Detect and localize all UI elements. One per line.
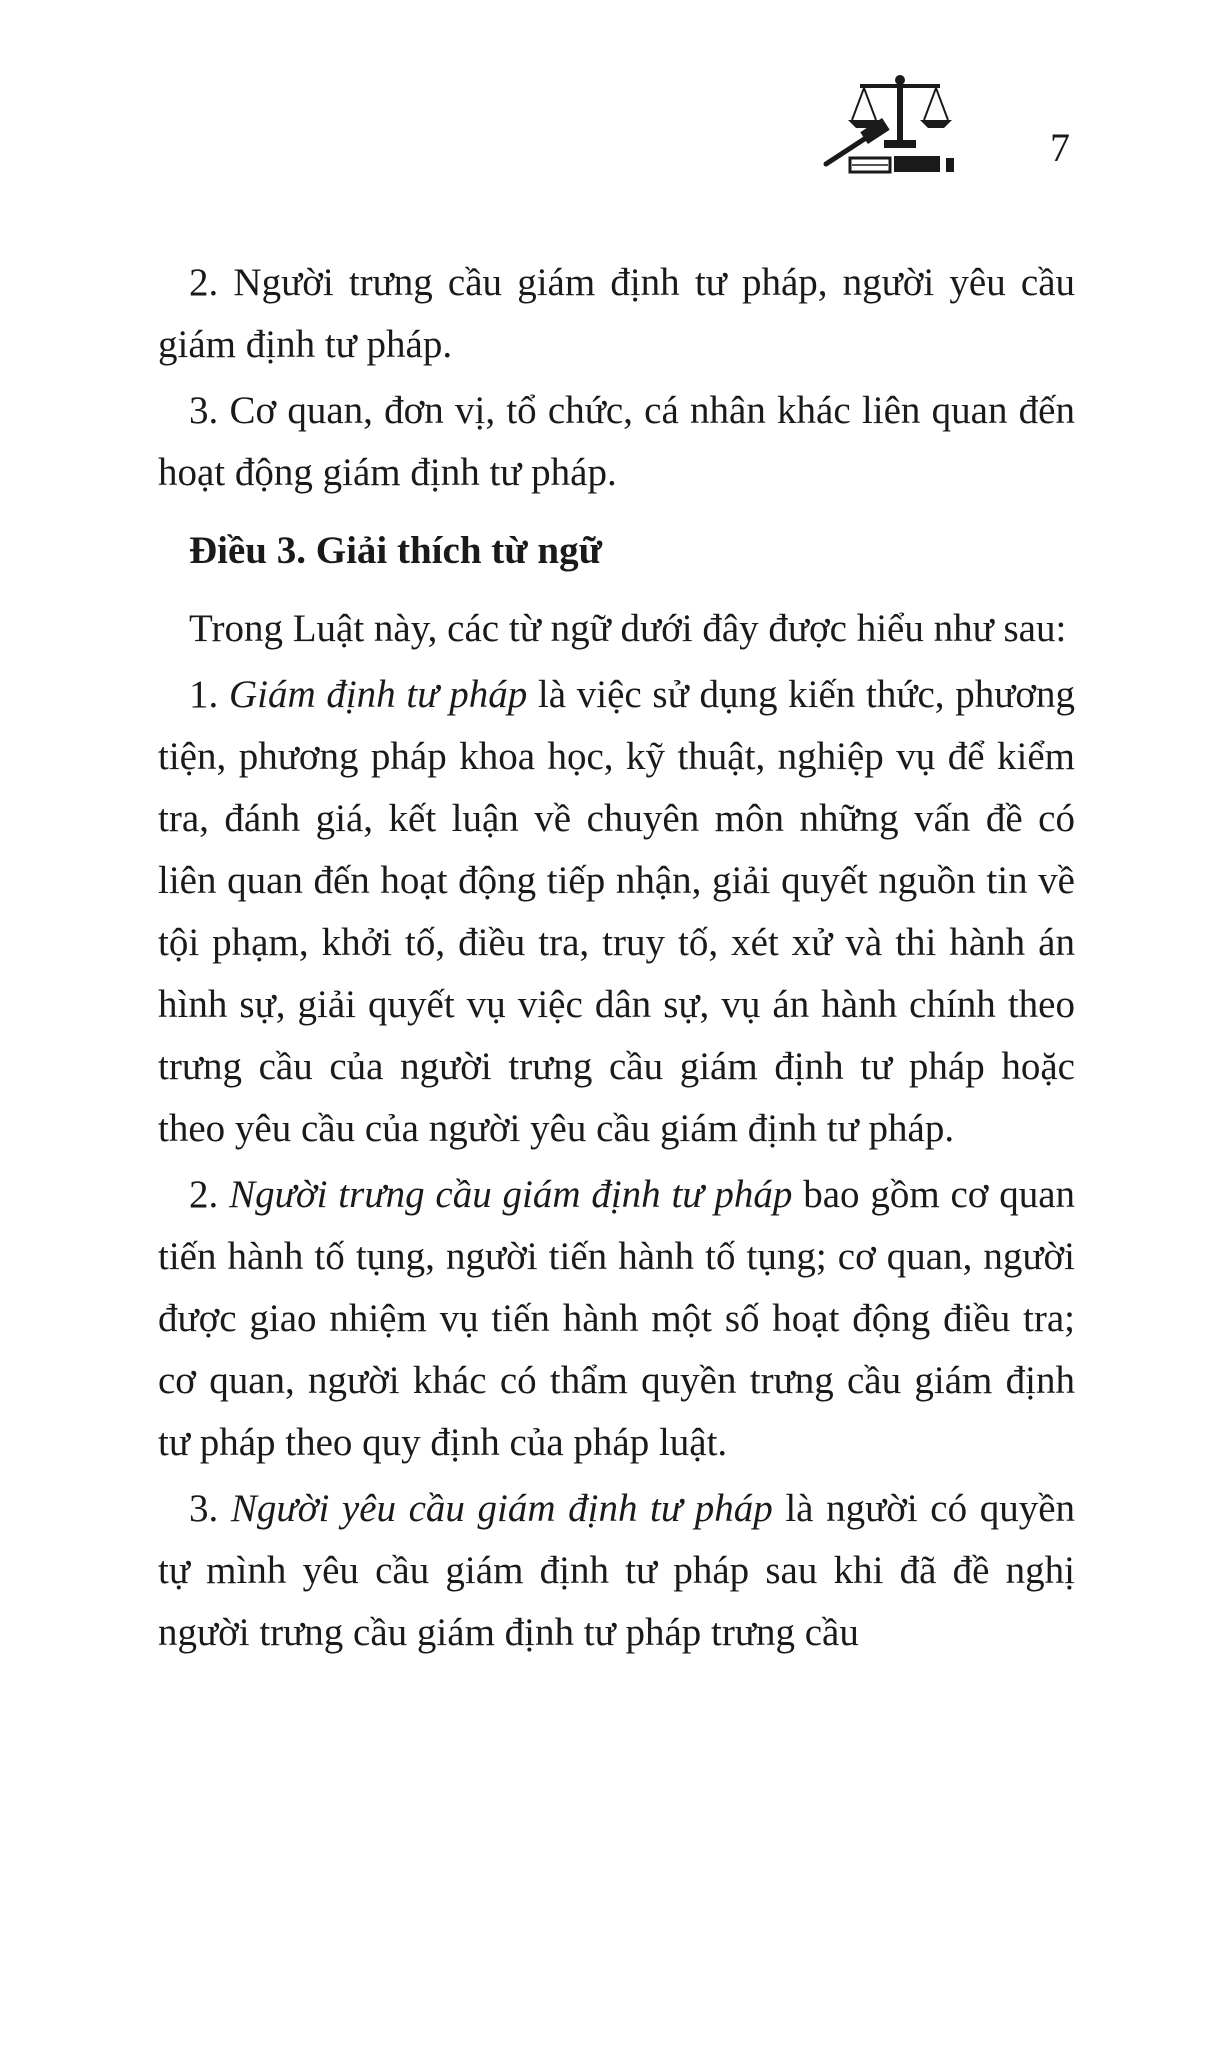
definition-term: Người yêu cầu giám định tư pháp xyxy=(230,1487,773,1530)
definition-number: 3. xyxy=(189,1487,231,1530)
definition-3 xyxy=(158,1478,1075,1664)
definition-number: 1. xyxy=(189,673,229,716)
page-number: 7 xyxy=(1050,125,1070,170)
paragraph-item-3: 3. Cơ quan, đơn vị, tổ chức, cá nhân khác liên quan đến hoạt động giám định tư pháp. xyxy=(158,389,1075,494)
definition-text: là người có quyền tự mình yêu cầu giám định tư pháp sau khi đã đề nghị người trưng cầu giám định tư pháp trưng cầu xyxy=(158,1487,1075,1654)
definition-term: Giám định tư pháp xyxy=(228,673,528,716)
definition-term: Người trưng cầu giám định tư pháp xyxy=(229,1173,793,1216)
paragraph-item-2: 2. Người trưng cầu giám định tư pháp, người yêu cầu giám định tư pháp. xyxy=(158,261,1075,366)
page-header xyxy=(820,72,1120,182)
definition-number: 2. xyxy=(189,1173,230,1216)
paragraph-intro: Trong Luật này, các từ ngữ dưới đây được hiểu như sau: xyxy=(189,607,1067,650)
page-body xyxy=(158,252,1075,1668)
definition-text: là việc sử dụng kiến thức, phương tiện, phương pháp khoa học, kỹ thuật, nghiệp vụ để kiểm tra, đánh giá, kết luận về chuyên môn những vấn đề có liên quan đến hoạt động tiếp nhận, giải quyết nguồn tin về tội phạm, khởi tố, điều tra, truy tố, xét xử và thi hành án hình sự, giải quyết vụ việc dân sự, vụ án hành chính theo trưng cầu của người trưng cầu giám định tư pháp hoặc theo yêu cầu của người yêu cầu giám định tư pháp. xyxy=(158,673,1076,1150)
article-heading: Điều 3. Giải thích từ ngữ xyxy=(189,529,603,572)
definition-1 xyxy=(158,664,1075,1160)
definition-text: bao gồm cơ quan tiến hành tố tụng, người tiến hành tố tụng; cơ quan, người được giao nhiệm vụ tiến hành một số hoạt động điều tra; cơ quan, người khác có thẩm quyền trưng cầu giám định tư pháp theo quy định của pháp luật. xyxy=(158,1173,1076,1464)
definition-2 xyxy=(158,1164,1075,1474)
scales-and-gavel-icon xyxy=(820,72,980,182)
